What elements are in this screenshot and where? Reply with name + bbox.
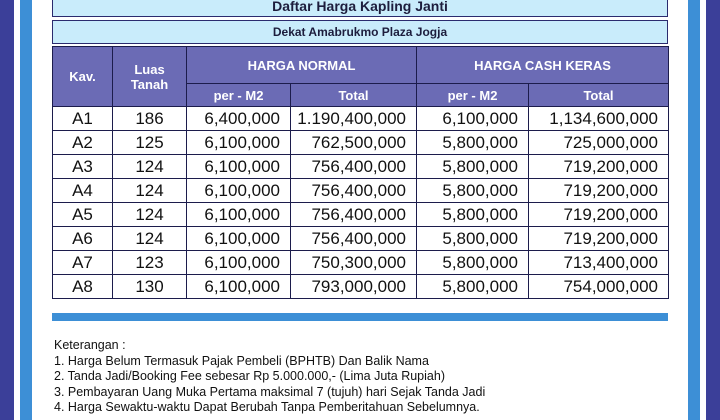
cell-cash-per-m2: 6,100,000 <box>417 107 529 131</box>
cell-kav: A5 <box>53 203 113 227</box>
cell-cash-total: 713,400,000 <box>529 251 669 275</box>
table-row <box>53 227 669 251</box>
cell-cash-total: 719,200,000 <box>529 227 669 251</box>
cell-luas: 125 <box>113 131 187 155</box>
table-row <box>53 203 669 227</box>
page-title: Daftar Harga Kapling Janti <box>52 0 668 17</box>
cell-cash-per-m2: 5,800,000 <box>417 179 529 203</box>
cell-luas: 124 <box>113 155 187 179</box>
cell-normal-total: 756,400,000 <box>291 179 417 203</box>
cell-normal-per-m2: 6,100,000 <box>187 131 291 155</box>
cell-normal-total: 762,500,000 <box>291 131 417 155</box>
price-table <box>52 46 669 299</box>
cell-kav: A6 <box>53 227 113 251</box>
cell-kav: A3 <box>53 155 113 179</box>
header-per-m2-normal: per - M2 <box>187 84 291 107</box>
table-row <box>53 107 669 131</box>
cell-cash-total: 719,200,000 <box>529 203 669 227</box>
note-item: 2. Tanda Jadi/Booking Fee sebesar Rp 5.000.000,- (Lima Juta Rupiah) <box>54 369 445 383</box>
left-border-dark <box>0 0 14 420</box>
header-luas <box>113 47 187 107</box>
cell-cash-total: 754,000,000 <box>529 275 669 299</box>
header-luas-line1: Luas <box>134 61 165 77</box>
cell-cash-total: 719,200,000 <box>529 155 669 179</box>
header-luas-line2: Tanah <box>130 76 169 92</box>
note-item: 1. Harga Belum Termasuk Pajak Pembeli (BPHTB) Dan Balik Nama <box>54 353 429 368</box>
cell-normal-total: 756,400,000 <box>291 227 417 251</box>
header-total-cash: Total <box>529 84 669 107</box>
cell-normal-per-m2: 6,100,000 <box>187 179 291 203</box>
right-border-gap <box>700 0 706 420</box>
table-row <box>53 275 669 299</box>
cell-normal-per-m2: 6,100,000 <box>187 275 291 299</box>
header-kav: Kav. <box>53 47 113 107</box>
note-item: 4. Harga Sewaktu-waktu Dapat Berubah Tanpa Pemberitahuan Sebelumnya. <box>54 400 480 414</box>
left-border-light <box>20 0 32 420</box>
cell-normal-total: 793,000,000 <box>291 275 417 299</box>
cell-normal-total: 756,400,000 <box>291 203 417 227</box>
note-item: 3. Pembayaran Uang Muka Pertama maksimal 7 (tujuh) hari Sejak Tanda Jadi <box>54 384 486 399</box>
cell-cash-per-m2: 5,800,000 <box>417 131 529 155</box>
cell-kav: A8 <box>53 275 113 299</box>
right-border-light <box>688 0 700 420</box>
cell-luas: 124 <box>113 227 187 251</box>
cell-cash-total: 725,000,000 <box>529 131 669 155</box>
cell-luas: 123 <box>113 251 187 275</box>
cell-cash-per-m2: 5,800,000 <box>417 227 529 251</box>
cell-normal-total: 750,300,000 <box>291 251 417 275</box>
cell-kav: A2 <box>53 131 113 155</box>
cell-cash-per-m2: 5,800,000 <box>417 203 529 227</box>
right-border-dark <box>706 0 720 420</box>
table-row <box>53 131 669 155</box>
notes-heading: Keterangan : <box>54 338 126 352</box>
cell-kav: A7 <box>53 251 113 275</box>
cell-normal-total: 756,400,000 <box>291 155 417 179</box>
cell-cash-total: 1,134,600,000 <box>529 107 669 131</box>
price-list-card <box>44 0 676 420</box>
header-harga-normal: HARGA NORMAL <box>187 47 417 84</box>
page-subtitle: Dekat Amabrukmo Plaza Jogja <box>52 20 668 44</box>
cell-cash-per-m2: 5,800,000 <box>417 155 529 179</box>
cell-cash-total: 719,200,000 <box>529 179 669 203</box>
cell-normal-per-m2: 6,100,000 <box>187 203 291 227</box>
cell-normal-per-m2: 6,100,000 <box>187 227 291 251</box>
cell-normal-per-m2: 6,400,000 <box>187 107 291 131</box>
cell-cash-per-m2: 5,800,000 <box>417 251 529 275</box>
notes-section <box>54 338 664 416</box>
cell-kav: A4 <box>53 179 113 203</box>
cell-normal-per-m2: 6,100,000 <box>187 251 291 275</box>
cell-luas: 186 <box>113 107 187 131</box>
table-row <box>53 155 669 179</box>
cell-luas: 124 <box>113 203 187 227</box>
table-bottom-band <box>52 313 668 321</box>
cell-normal-total: 1.190,400,000 <box>291 107 417 131</box>
cell-luas: 124 <box>113 179 187 203</box>
header-total-normal: Total <box>291 84 417 107</box>
header-harga-cash: HARGA CASH KERAS <box>417 47 669 84</box>
cell-luas: 130 <box>113 275 187 299</box>
header-per-m2-cash: per - M2 <box>417 84 529 107</box>
table-row <box>53 179 669 203</box>
cell-normal-per-m2: 6,100,000 <box>187 155 291 179</box>
cell-kav: A1 <box>53 107 113 131</box>
cell-cash-per-m2: 5,800,000 <box>417 275 529 299</box>
table-row <box>53 251 669 275</box>
